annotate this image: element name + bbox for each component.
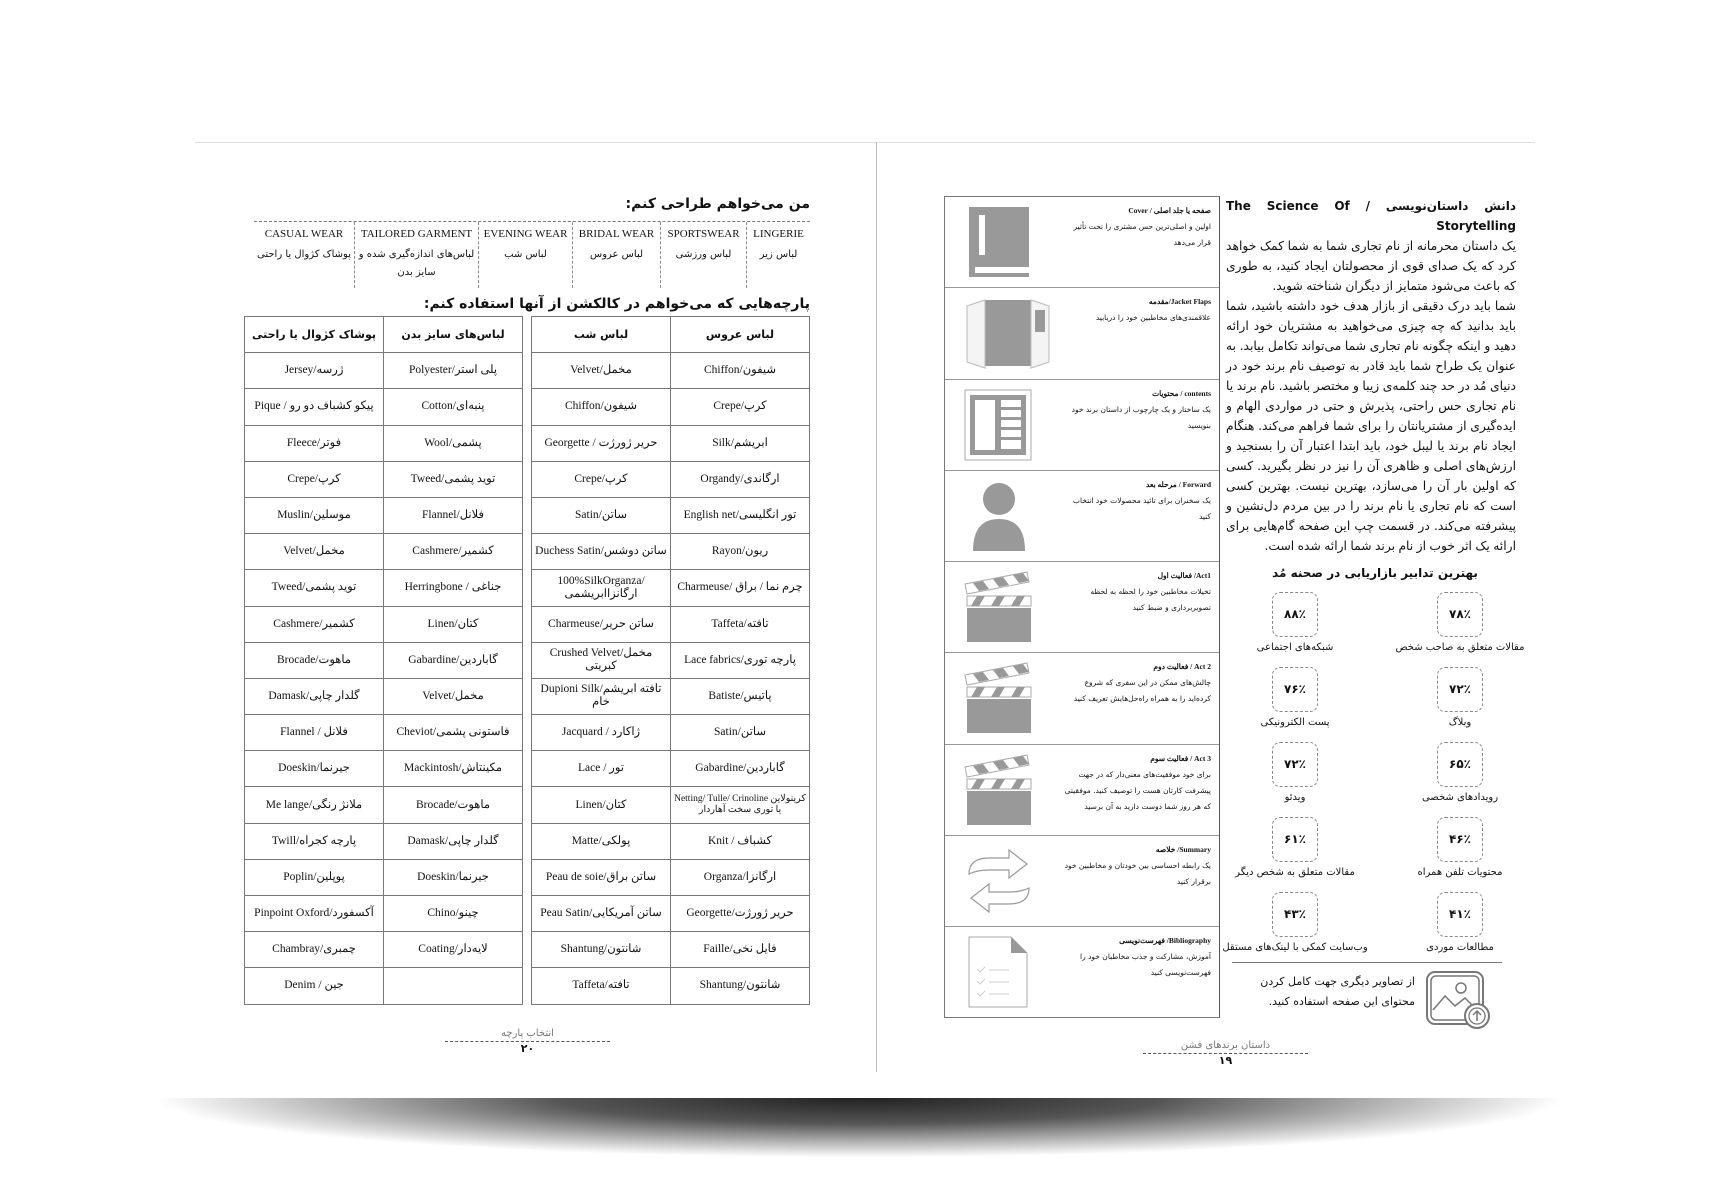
category-en: TAILORED GARMENT xyxy=(360,228,473,240)
category-cell xyxy=(572,222,660,288)
fabric-cell: Crepe/کرپ xyxy=(245,461,384,497)
table-row xyxy=(532,751,810,787)
step-row xyxy=(945,197,1219,288)
page-footer-left xyxy=(445,1028,610,1055)
table-row xyxy=(532,534,810,570)
table-row xyxy=(532,606,810,642)
table-row xyxy=(532,896,810,932)
fabric-cell: Rayon/ریون xyxy=(671,534,810,570)
fabric-cell: Crepe/کرپ xyxy=(671,389,810,425)
fabric-cell: Mackintosh/مکینتاش xyxy=(384,751,523,787)
category-en: EVENING WEAR xyxy=(483,228,568,240)
fabric-cell: Chiffon/شیفون xyxy=(671,353,810,389)
step-description: یک رابطه احساسی بین خودتان و مخاطبین خود برقرار کنید xyxy=(1064,861,1211,887)
page-footer-right xyxy=(1143,1040,1308,1067)
category-fa: لباس‌های اندازه‌گیری شده و سایز بدن xyxy=(358,249,475,278)
article-title: دانش داستان‌نویسی / The Science Of Storytelling xyxy=(1226,199,1516,233)
category-row xyxy=(254,222,810,288)
step-text xyxy=(1061,933,1211,981)
stat-item xyxy=(1385,667,1535,729)
table-row xyxy=(245,678,523,714)
fabric-cell: Denim / جین xyxy=(245,968,384,1004)
fabric-cell: Crepe/کرپ xyxy=(532,461,671,497)
fabric-cell: Shantung/شانتون xyxy=(671,968,810,1004)
category-en: SPORTSWEAR xyxy=(667,228,740,240)
step-text xyxy=(1061,659,1211,707)
article-paragraph: یک داستان محرمانه از نام تجاری شما به شما کمک خواهد کرد که یک صدای قوی از محصولتان ایجاد کنید، به طوری که باعث می‌شود متمایز از دیگران شناخته شوید. xyxy=(1226,239,1516,293)
step-row xyxy=(945,927,1219,1018)
fabric-cell: Georgette/حریر ژورژت xyxy=(671,896,810,932)
step-title: Act 3 / فعالیت سوم xyxy=(1150,753,1211,763)
step-row xyxy=(945,745,1219,836)
category-en: LINGERIE xyxy=(753,228,804,240)
step-text xyxy=(1061,477,1211,525)
fabric-cell: Batiste/پاتیس xyxy=(671,678,810,714)
book-shadow xyxy=(150,1098,1570,1158)
fabric-cell: Flannel / فلانل xyxy=(245,715,384,751)
table-row xyxy=(245,896,523,932)
step-row xyxy=(945,653,1219,744)
fabrics-title: پارچه‌هایی که می‌خواهم در کالکشن از آنها استفاده کنم: xyxy=(423,296,810,312)
step-row xyxy=(945,380,1219,471)
fabric-cell: Matte/پولکی xyxy=(532,823,671,859)
stat-label: محتویات تلفن همراه xyxy=(1417,867,1503,878)
stat-value: ۴۳٪ xyxy=(1272,892,1318,937)
category-fa: لباس زیر xyxy=(759,249,798,260)
category-cell xyxy=(746,222,810,288)
image-upload-icon xyxy=(1425,970,1493,1032)
fabric-cell: Herringbone / جناغی xyxy=(384,570,523,606)
fabric-cell: Organza/ارگانزا xyxy=(671,859,810,895)
fabric-cell: Fleece/فوتر xyxy=(245,425,384,461)
fabric-cell: Lace / تور xyxy=(532,751,671,787)
fabric-cell: Tweed/توید پشمی xyxy=(245,570,384,606)
table-header-row xyxy=(245,317,523,353)
fabric-cell: Cashmere/کشمیر xyxy=(245,606,384,642)
fabric-cell: English net/تور انگلیسی xyxy=(671,497,810,533)
fabric-cell: Brocade/ماهوت xyxy=(245,642,384,678)
fabric-cell: Chiffon/شیفون xyxy=(532,389,671,425)
stat-label: وبلاگ xyxy=(1448,717,1472,728)
stat-label: مطالعات موردی xyxy=(1426,942,1494,953)
step-row xyxy=(945,562,1219,653)
design-title: من می‌خواهم طراحی کنم: xyxy=(625,196,810,212)
table-row xyxy=(245,389,523,425)
fabric-cell: Crushed Velvet/مخمل کبریتی xyxy=(532,642,671,678)
fabric-cell: Twill/پارچه کجراه xyxy=(245,823,384,859)
step-row xyxy=(945,836,1219,927)
fabric-cell: Doeskin/جیرنما xyxy=(245,751,384,787)
fabric-cell: Peau de soie/ساتن براق xyxy=(532,859,671,895)
table-header-row xyxy=(532,317,810,353)
stat-label: شبکه‌های اجتماعی xyxy=(1256,642,1334,653)
fabric-cell: Velvet/مخمل xyxy=(532,353,671,389)
fabric-cell: Pique / پیکو کشباف دو رو xyxy=(245,389,384,425)
stat-item xyxy=(1385,892,1535,954)
step-title: Bibliography/ فهرست‌نویسی xyxy=(1119,936,1211,946)
fabric-cell: Taffeta/تافته xyxy=(532,968,671,1004)
fabric-cell: Tweed/توید پشمی xyxy=(384,461,523,497)
table-row xyxy=(245,715,523,751)
fabric-cell: Linen/کتان xyxy=(384,606,523,642)
step-description: برای خود موفقیت‌های معنی‌دار که در جهت پیشرفت کارتان هست را توصیف کنید. موفقیتی که هر روز شما دوست دارید به آن برسید xyxy=(1064,769,1211,811)
fabric-cell: Peau Satin/ساتن آمریکایی xyxy=(532,896,671,932)
fabric-cell: Charmeuse/ چرم نما / براق xyxy=(671,570,810,606)
fabric-cell: Satin/ساتن xyxy=(532,497,671,533)
step-text xyxy=(1061,203,1211,251)
category-fa: لباس ورزشی xyxy=(675,249,732,260)
stat-item xyxy=(1220,742,1370,804)
table-row xyxy=(532,678,810,714)
fabric-cell: 100%SilkOrganza/ارگانزاابریشمی xyxy=(532,570,671,606)
stat-value: ۴۶٪ xyxy=(1437,817,1483,862)
fabric-cell: Muslin/موسلین xyxy=(245,497,384,533)
category-fa: پوشاک کژوال یا راحتی xyxy=(257,249,351,260)
fabric-cell: Velvet/مخمل xyxy=(245,534,384,570)
fabric-cell: Chambray/چمبری xyxy=(245,932,384,968)
stat-label: مقالات متعلق به صاحب شخص xyxy=(1395,642,1525,653)
fabric-cell: Cotton/پنبه‌ای xyxy=(384,389,523,425)
table-row xyxy=(245,787,523,823)
step-description: اولین و اصلی‌ترین حس مشتری را تحت تأثیر قرار می‌دهد xyxy=(1073,222,1211,247)
stat-item xyxy=(1385,742,1535,804)
category-cell xyxy=(254,222,354,288)
fabric-table-bridal-evening xyxy=(531,316,810,1005)
stat-item xyxy=(1220,892,1370,954)
table-row xyxy=(245,642,523,678)
stat-label: پست الکترونیکی xyxy=(1260,717,1330,728)
page-number: ۲۰ xyxy=(520,1042,535,1055)
table-row xyxy=(245,968,523,1004)
fabric-cell: Organdy/ارگاندی xyxy=(671,461,810,497)
image-note: از تصاویر دیگری جهت کامل کردن محتوای این صفحه استفاده کنید. xyxy=(1260,975,1415,1008)
fabric-cell: Cheviot/فاستونی پشمی xyxy=(384,715,523,751)
table-row xyxy=(532,932,810,968)
fabric-cell: Velvet/مخمل xyxy=(384,678,523,714)
fabric-cell: Me lange/ملانژ رنگی xyxy=(245,787,384,823)
category-cell xyxy=(660,222,746,288)
fabric-cell: Flannel/فلانل xyxy=(384,497,523,533)
fabric-cell: Wool/پشمی xyxy=(384,425,523,461)
step-title: صفحه یا جلد اصلی / Cover xyxy=(1128,206,1211,215)
footer-section: انتخاب پارچه xyxy=(501,1028,554,1039)
table-row xyxy=(532,968,810,1004)
fabric-cell xyxy=(384,968,523,1004)
fabric-cell: Damask/گلدار چاپی xyxy=(245,678,384,714)
table-row xyxy=(532,425,810,461)
table-row xyxy=(245,823,523,859)
step-description: یک سخنران برای تائید محصولات خود انتخاب کنید xyxy=(1072,495,1211,521)
stat-item xyxy=(1220,592,1370,654)
stat-value: ۶۵٪ xyxy=(1437,742,1483,787)
stat-value: ۷۲٪ xyxy=(1437,667,1483,712)
table-row xyxy=(245,353,523,389)
category-fa: لباس شب xyxy=(504,249,547,260)
category-en: CASUAL WEAR xyxy=(264,228,344,240)
step-description: تخیلات مخاطبین خود را لحظه به لحظه تصویربرداری و ضبط کنید xyxy=(1090,587,1211,613)
stats-title: بهترین تدابیر بازاریابی در صحنه مُد xyxy=(1272,566,1478,580)
table-row xyxy=(245,497,523,533)
step-description: یک ساختار و یک چارچوب از داستان برند خود بنویسید xyxy=(1071,404,1211,430)
fabric-cell: Damask/گلدار چاپی xyxy=(384,823,523,859)
step-text xyxy=(1061,842,1211,890)
fabric-cell: Charmeuse/ساتن حریر xyxy=(532,606,671,642)
book-gutter xyxy=(876,142,877,1072)
stat-value: ۶۱٪ xyxy=(1272,817,1318,862)
fabric-cell: Taffeta/تافته xyxy=(671,606,810,642)
article-paragraph: شما باید درک دقیقی از بازار هدف خود داشته باشید، شما باید بدانید که چه چیزی می‌خواهید به مشتریان خود ارائه دهید و اینکه چگونه نام تجاری شما می‌تواند تکامل بیابد. به عنوان یک طراح شما باید قادر به توصیف نام برند خود در دنیای مُد در حد چند کلمه‌ی زیبا و مختصر باشید. نام برند یا نام تجاری حس راحتی، پذیرش و حتی در مواردی الهام و ایده‌گیری از مشتریانتان را برای شما فراهم می‌کند. هنگام ایجاد نام برند یا لیبل خود، باید ابتدا اعتبار آن را بسنجید و ارزش‌های اصلی و ظاهری آن را نیز در نظر بگیرید. کسی که اولین بار آن را می‌سازد، بهترین نیست. بهترین کسی است که نام تجاری یا نام برند را در بین مردم دل‌نشین و پیشرفته می‌کند. در قسمت چپ این صفحه گام‌هایی برای ارائه یک اثر خوب از نام برند شما ارائه شده است. xyxy=(1226,299,1516,553)
step-description: علاقمندی‌های مخاطبین خود را دریابید xyxy=(1095,313,1211,323)
fabric-cell: Cashmere/کشمیر xyxy=(384,534,523,570)
table-row xyxy=(245,570,523,606)
table-row xyxy=(532,642,810,678)
table-row xyxy=(532,461,810,497)
table-row xyxy=(532,497,810,533)
fabric-cell: Faille/فایل نخی xyxy=(671,932,810,968)
page-top-edge xyxy=(195,142,1535,143)
step-title: contents / محتویات xyxy=(1152,388,1211,398)
stat-label: مقالات متعلق به شخص دیگر xyxy=(1235,867,1355,878)
table-row xyxy=(245,932,523,968)
fabric-cell: Chino/چینو xyxy=(384,896,523,932)
stat-value: ۷۲٪ xyxy=(1272,742,1318,787)
table-row xyxy=(245,606,523,642)
storytelling-steps-table xyxy=(944,196,1220,1018)
fabric-cell: Duchess Satin/ساتن دوشس xyxy=(532,534,671,570)
table-row xyxy=(532,570,810,606)
fabric-table-tailored-casual xyxy=(244,316,523,1005)
table-row xyxy=(532,859,810,895)
table-row xyxy=(245,859,523,895)
fabric-cell: Jacquard / ژاکارد xyxy=(532,715,671,751)
column-header: لباس‌های سایز بدن xyxy=(384,317,523,353)
fabric-cell: Brocade/ماهوت xyxy=(384,787,523,823)
table-row xyxy=(532,715,810,751)
table-row xyxy=(245,425,523,461)
step-description: چالش‌های ممکن در این سفری که شروع کرده‌اید را به همراه راه‌حل‌هایش تعریف کنید xyxy=(1073,678,1211,704)
footer-section: داستان برندهای فشن xyxy=(1180,1040,1271,1051)
fabric-cell: Gabardine/گاباردین xyxy=(671,751,810,787)
step-title: Jacket Flaps/مقدمه xyxy=(1148,297,1211,307)
stat-label: ویدئو xyxy=(1284,792,1306,803)
step-row xyxy=(945,288,1219,379)
fabric-cell: Polyester/پلی استر xyxy=(384,353,523,389)
step-text xyxy=(1061,386,1211,434)
table-row xyxy=(245,751,523,787)
fabric-cell: Shantung/شانتون xyxy=(532,932,671,968)
step-title: Summary/ خلاصه xyxy=(1155,845,1211,855)
fabric-cell: Netting/ Tulle/ Crinoline کرینولاین یا توری سخت آهاردار xyxy=(671,787,810,823)
table-row xyxy=(532,389,810,425)
fabric-cell: Dupioni Silk/تافته ابریشم خام xyxy=(532,678,671,714)
step-text xyxy=(1061,568,1211,616)
fabric-cell: Silk/ابریشم xyxy=(671,425,810,461)
table-row xyxy=(245,461,523,497)
stat-item xyxy=(1385,592,1535,654)
category-fa: لباس عروس xyxy=(589,249,644,260)
column-header: لباس عروس xyxy=(671,317,810,353)
fabric-cell: Satin/ساتن xyxy=(671,715,810,751)
step-title: Act 2 / فعالیت دوم xyxy=(1153,662,1211,672)
stat-item xyxy=(1220,667,1370,729)
step-title: Forward / مرحله بعد xyxy=(1146,479,1211,489)
table-row xyxy=(532,353,810,389)
step-text xyxy=(1061,294,1211,326)
divider xyxy=(1232,962,1502,963)
table-row xyxy=(532,787,810,823)
step-title: Act1/ فعالیت اول xyxy=(1157,571,1211,581)
fabric-cell: Doeskin/جیرنما xyxy=(384,859,523,895)
fabric-cell: Coating/لایه‌دار xyxy=(384,932,523,968)
step-description: آموزش، مشارکت و جذب مخاطبان خود را فهرست‌نویسی کنید xyxy=(1079,952,1211,978)
fabric-cell: Lace fabrics/پارچه توری xyxy=(671,642,810,678)
fabric-cell: Gabardine/گاباردین xyxy=(384,642,523,678)
step-text xyxy=(1061,751,1211,815)
category-cell xyxy=(354,222,478,288)
step-row xyxy=(945,471,1219,562)
fabric-cell: Knit / کشباف xyxy=(671,823,810,859)
page-number: ۱۹ xyxy=(1218,1054,1233,1067)
column-header: پوشاک کژوال یا راحتی xyxy=(245,317,384,353)
stat-value: ۷۶٪ xyxy=(1272,667,1318,712)
article xyxy=(1226,196,1516,556)
stat-item xyxy=(1220,817,1370,879)
table-row xyxy=(245,534,523,570)
stat-label: وب‌سایت کمکی با لینک‌های مستقل xyxy=(1222,942,1368,953)
fabric-cell: Poplin/پوپلین xyxy=(245,859,384,895)
stat-value: ۷۸٪ xyxy=(1437,592,1483,637)
column-header: لباس شب xyxy=(532,317,671,353)
category-en: BRIDAL WEAR xyxy=(578,228,655,240)
fabric-cell: Pinpoint Oxford/آکسفورد xyxy=(245,896,384,932)
stat-value: ۸۸٪ xyxy=(1272,592,1318,637)
fabric-cell: Georgette / حریر ژورژت xyxy=(532,425,671,461)
stat-label: رویدادهای شخصی xyxy=(1421,792,1499,803)
fabric-cell: Linen/کتان xyxy=(532,787,671,823)
fabric-cell: Jersey/ژرسه xyxy=(245,353,384,389)
category-cell xyxy=(478,222,572,288)
table-row xyxy=(532,823,810,859)
stat-item xyxy=(1385,817,1535,879)
stat-value: ۴۱٪ xyxy=(1437,892,1483,937)
